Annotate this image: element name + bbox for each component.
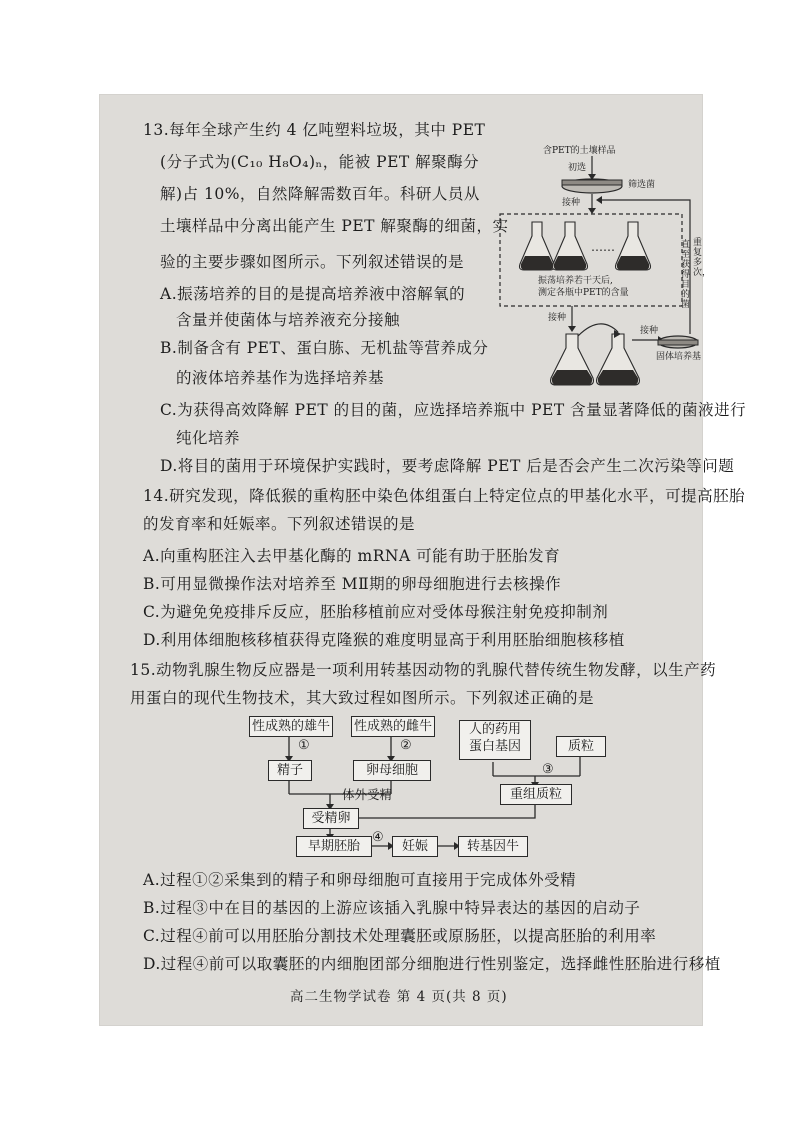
step-2-marker: ② xyxy=(400,738,412,753)
box-sperm: 精子 xyxy=(268,760,312,781)
q13-option-c-cont: 纯化培养 xyxy=(176,429,241,447)
q15-option-a: A.过程①②采集到的精子和卵母细胞可直接用于完成体外受精 xyxy=(143,871,577,889)
q13-line-4: 土壤样品中分离出能产生 PET 解聚酶的细菌，实 xyxy=(160,217,509,235)
box-transgenic-cow: 转基因牛 xyxy=(458,836,528,857)
q14-option-c: C.为避免免疫排斥反应，胚胎移植前应对受体母猴注射免疫抑制剂 xyxy=(143,603,609,621)
fig-inoculate: 接种 xyxy=(562,198,581,208)
q14-option-d: D.利用体细胞核移植获得克隆猴的难度明显高于利用胚胎细胞核移植 xyxy=(143,631,625,649)
page-footer: 高二生物学试卷 第 4 页(共 8 页) xyxy=(290,989,508,1005)
label-ivf: 体外受精 xyxy=(342,787,393,802)
step-3-marker: ③ xyxy=(542,762,554,777)
fig-soil-sample: 含PET的土壤样品 xyxy=(543,146,616,156)
step-4-marker: ④ xyxy=(372,830,384,845)
box-recombinant-plasmid: 重组质粒 xyxy=(500,784,572,805)
box-plasmid: 质粒 xyxy=(556,736,606,757)
fig-inoculate-3: 接种 xyxy=(640,326,659,336)
q15-line-1: 15.动物乳腺生物反应器是一项利用转基因动物的乳腺代替传统生物发酵，以生产药 xyxy=(130,661,717,679)
q13-line-5: 验的主要步骤如图所示。下列叙述错误的是 xyxy=(160,253,465,271)
q14-line-1: 14.研究发现，降低猴的重构胚中染色体组蛋白上特定位点的甲基化水平，可提高胚胎 xyxy=(143,487,746,505)
fig-solid-medium: 固体培养基 xyxy=(656,352,702,362)
q15-option-d: D.过程④前可以取囊胚的内细胞团部分细胞进行性别鉴定，选择雌性胚胎进行移植 xyxy=(143,955,721,973)
q15-line-2: 用蛋白的现代生物技术，其大致过程如图所示。下列叙述正确的是 xyxy=(130,689,595,707)
q13-line-3: 解)占 10%，自然降解需数百年。科研人员从 xyxy=(160,185,480,203)
q14-option-a: A.向重构胚注入去甲基化酶的 mRNA 可能有助于胚胎发育 xyxy=(143,547,561,565)
q15-option-b: B.过程③中在目的基因的上游应该插入乳腺中特异表达的基因的启动子 xyxy=(143,899,641,917)
q13-line-2: (分子式为(C₁₀ H₈O₄)ₙ，能被 PET 解聚酶分 xyxy=(160,153,480,171)
box-early-embryo: 早期胚胎 xyxy=(296,836,372,857)
box-cow: 性成熟的雌牛 xyxy=(351,716,435,737)
q13-option-c: C.为获得高效降解 PET 的目的菌，应选择培养瓶中 PET 含量显著降低的菌液进行 xyxy=(160,401,747,419)
q13-option-b: B.制备含有 PET、蛋白胨、无机盐等营养成分 xyxy=(160,339,489,357)
box-egg: 卵母细胞 xyxy=(353,760,431,781)
q13-option-d: D.将目的菌用于环境保护实践时，要考虑降解 PET 后是否会产生二次污染等问题 xyxy=(160,457,735,475)
fig-inoculate-2: 接种 xyxy=(548,313,567,323)
box-pregnancy: 妊娠 xyxy=(392,836,438,857)
step-1-marker: ① xyxy=(298,738,310,753)
box-gene-line-2: 蛋白基因 xyxy=(468,739,521,754)
box-bull: 性成熟的雄牛 xyxy=(249,716,333,737)
q15-option-c: C.过程④前可以用胚胎分割技术处理囊胚或原肠胚，以提高胚胎的利用率 xyxy=(143,927,657,945)
q14-line-2: 的发育率和妊娠率。下列叙述错误的是 xyxy=(143,515,416,533)
fig-first-screen: 初选 xyxy=(568,163,587,173)
q13-option-a-cont: 含量并使菌体与培养液充分接触 xyxy=(176,311,401,329)
fig-dots: …… xyxy=(591,240,615,254)
fig-shake-note-1: 振荡培养若干天后, xyxy=(538,276,613,286)
fig-repeat-1: 重复多次， xyxy=(693,238,712,278)
box-zygote: 受精卵 xyxy=(303,808,359,829)
q14-option-b: B.可用显微操作法对培养至 MⅡ期的卵母细胞进行去核操作 xyxy=(143,575,562,593)
fig-shake-note-2: 测定各瓶中PET的含量 xyxy=(538,288,629,298)
q13-option-a: A.振荡培养的目的是提高培养液中溶解氧的 xyxy=(160,285,466,303)
fig-screen-label: 筛选菌 xyxy=(628,180,656,190)
box-gene xyxy=(459,720,531,760)
box-gene-line-1: 人的药用 xyxy=(468,722,521,737)
q13-option-b-cont: 的液体培养基作为选择培养基 xyxy=(176,369,385,387)
q13-line-1: 13.每年全球产生约 4 亿吨塑料垃圾，其中 PET xyxy=(143,121,486,139)
fig-repeat-2: 直至获得目的菌 xyxy=(681,240,691,310)
